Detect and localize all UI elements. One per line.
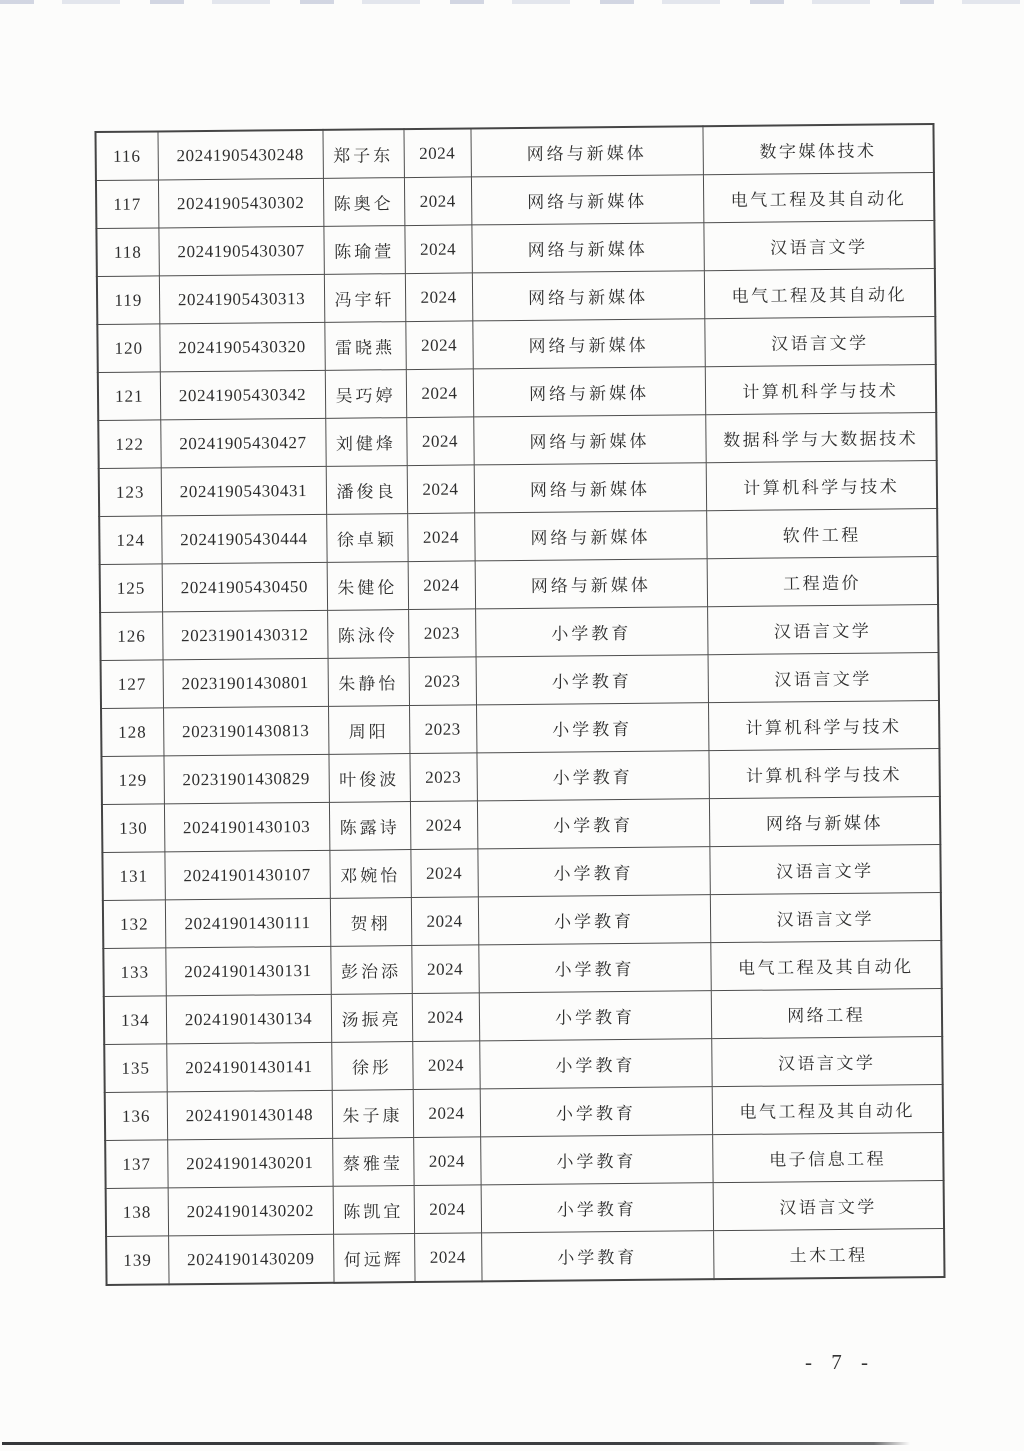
name-cell: 叶俊波	[328, 754, 409, 803]
target-major-cell: 汉语言文学	[713, 1180, 944, 1230]
current-major-cell: 小学教育	[477, 847, 709, 897]
target-major-cell: 软件工程	[706, 508, 937, 558]
student-id-cell: 20241901430103	[164, 802, 329, 852]
index-cell: 125	[100, 564, 162, 613]
year-cell: 2024	[411, 945, 478, 994]
index-cell: 120	[97, 324, 159, 373]
year-cell: 2024	[408, 561, 475, 610]
index-cell: 138	[106, 1188, 168, 1237]
table-row	[106, 1180, 944, 1236]
student-id-cell: 20241905430248	[157, 130, 322, 180]
current-major-cell: 网络与新媒体	[471, 175, 703, 225]
table-row	[97, 316, 935, 372]
name-cell: 潘俊良	[326, 466, 407, 515]
table-row	[104, 1036, 942, 1092]
name-cell: 蔡雅莹	[332, 1138, 413, 1187]
table-row	[97, 268, 935, 324]
name-cell: 何远辉	[333, 1234, 414, 1283]
year-cell: 2024	[406, 369, 473, 418]
current-major-cell: 网络与新媒体	[475, 559, 707, 609]
name-cell: 陈凯宜	[333, 1186, 414, 1235]
name-cell: 汤振亮	[331, 994, 412, 1043]
student-id-cell: 20241901430107	[164, 850, 329, 900]
name-cell: 彭治添	[330, 946, 411, 995]
target-major-cell: 电气工程及其自动化	[704, 268, 935, 318]
name-cell: 冯宇轩	[324, 274, 405, 323]
year-cell: 2024	[406, 417, 473, 466]
index-cell: 124	[99, 516, 161, 565]
current-major-cell: 小学教育	[478, 943, 710, 993]
current-major-cell: 小学教育	[476, 655, 708, 705]
year-cell: 2024	[413, 1089, 480, 1138]
table-row	[100, 556, 938, 612]
name-cell: 陈奥仑	[323, 178, 404, 227]
target-major-cell: 汉语言文学	[707, 604, 938, 654]
name-cell: 朱健伦	[327, 562, 408, 611]
index-cell: 126	[100, 612, 162, 661]
target-major-cell: 汉语言文学	[711, 1036, 942, 1086]
target-major-cell: 电气工程及其自动化	[712, 1084, 943, 1134]
name-cell: 朱静怡	[328, 658, 409, 707]
year-cell: 2024	[404, 177, 471, 226]
current-major-cell: 网络与新媒体	[473, 367, 705, 417]
index-cell: 116	[95, 131, 157, 180]
table-row	[105, 1132, 943, 1188]
target-major-cell: 汉语言文学	[708, 652, 939, 702]
year-cell: 2024	[412, 993, 479, 1042]
student-id-cell: 20241905430427	[160, 418, 325, 468]
current-major-cell: 小学教育	[479, 1039, 711, 1089]
student-id-cell: 20241905430431	[161, 466, 326, 516]
student-id-cell: 20241905430307	[158, 226, 323, 276]
target-major-cell: 电气工程及其自动化	[710, 940, 941, 990]
student-id-cell: 20241905430302	[158, 178, 323, 228]
year-cell: 2023	[409, 705, 476, 754]
target-major-cell: 汉语言文学	[710, 892, 941, 942]
target-major-cell: 电子信息工程	[712, 1132, 943, 1182]
name-cell: 徐卓颖	[326, 514, 407, 563]
student-id-cell: 20241905430313	[159, 274, 324, 324]
index-cell: 117	[96, 180, 158, 229]
student-id-cell: 20231901430813	[163, 706, 328, 756]
table-row	[103, 892, 941, 948]
target-major-cell: 数字媒体技术	[702, 124, 933, 175]
student-id-cell: 20241905430444	[161, 514, 326, 564]
name-cell: 刘健烽	[325, 418, 406, 467]
student-id-cell: 20241901430131	[165, 946, 330, 996]
name-cell: 邓婉怡	[329, 850, 410, 899]
target-major-cell: 汉语言文学	[709, 844, 940, 894]
name-cell: 朱子康	[332, 1090, 413, 1139]
year-cell: 2024	[405, 273, 472, 322]
index-cell: 137	[105, 1140, 167, 1189]
table-row	[96, 221, 934, 277]
table-row	[100, 604, 938, 660]
current-major-cell: 小学教育	[476, 751, 708, 801]
year-cell: 2024	[410, 849, 477, 898]
current-major-cell: 小学教育	[477, 799, 709, 849]
table-row	[101, 652, 939, 708]
target-major-cell: 网络工程	[711, 988, 942, 1038]
current-major-cell: 网络与新媒体	[474, 463, 706, 513]
year-cell: 2023	[408, 609, 475, 658]
table-row	[106, 1228, 944, 1285]
target-major-cell: 网络与新媒体	[709, 796, 940, 846]
current-major-cell: 小学教育	[480, 1135, 712, 1185]
table-row	[95, 124, 933, 181]
student-id-cell: 20231901430312	[162, 610, 327, 660]
year-cell: 2024	[404, 225, 471, 274]
student-id-cell: 20241905430342	[160, 370, 325, 420]
current-major-cell: 小学教育	[476, 703, 708, 753]
index-cell: 128	[101, 708, 163, 757]
student-id-cell: 20241905430450	[162, 562, 327, 612]
target-major-cell: 电气工程及其自动化	[703, 173, 934, 223]
current-major-cell: 网络与新媒体	[471, 223, 703, 273]
name-cell: 雷晓燕	[324, 322, 405, 371]
student-id-cell: 20241905430320	[159, 322, 324, 372]
current-major-cell: 网络与新媒体	[473, 415, 705, 465]
table-row	[101, 700, 939, 756]
index-cell: 118	[96, 228, 158, 277]
year-cell: 2024	[403, 128, 470, 177]
index-cell: 129	[101, 756, 163, 805]
table-row	[98, 412, 936, 468]
target-major-cell: 计算机科学与技术	[705, 364, 936, 414]
year-cell: 2024	[407, 513, 474, 562]
student-id-cell: 20241901430201	[167, 1138, 332, 1188]
table-row	[104, 988, 942, 1044]
current-major-cell: 小学教育	[480, 1087, 712, 1137]
scan-edge-artifact-bottom	[2, 1442, 910, 1445]
year-cell: 2024	[412, 1041, 479, 1090]
table-row	[105, 1084, 943, 1140]
index-cell: 132	[103, 900, 165, 949]
index-cell: 139	[106, 1236, 168, 1285]
index-cell: 136	[105, 1092, 167, 1141]
current-major-cell: 网络与新媒体	[474, 511, 706, 561]
year-cell: 2023	[409, 753, 476, 802]
student-roster-table	[94, 123, 945, 1286]
index-cell: 127	[101, 660, 163, 709]
table-row	[98, 364, 936, 420]
year-cell: 2024	[410, 801, 477, 850]
index-cell: 123	[99, 468, 161, 517]
index-cell: 135	[104, 1044, 166, 1093]
table-row	[99, 460, 937, 516]
student-id-cell: 20241901430148	[167, 1090, 332, 1140]
target-major-cell: 数据科学与大数据技术	[705, 412, 936, 462]
student-id-cell: 20241901430141	[166, 1042, 331, 1092]
current-major-cell: 网络与新媒体	[472, 319, 704, 369]
name-cell: 陈瑜萱	[323, 226, 404, 275]
page-number: - 7 -	[805, 1350, 875, 1374]
name-cell: 周阳	[328, 706, 409, 755]
year-cell: 2024	[407, 465, 474, 514]
table-row	[99, 508, 937, 564]
table-row	[96, 173, 934, 229]
name-cell: 贺栩	[330, 898, 411, 947]
table-row	[103, 940, 941, 996]
student-id-cell: 20231901430829	[163, 754, 328, 804]
index-cell: 133	[103, 948, 165, 997]
table-row	[102, 844, 940, 900]
scan-edge-artifact-top	[0, 0, 1024, 4]
target-major-cell: 汉语言文学	[704, 316, 935, 366]
target-major-cell: 土木工程	[713, 1228, 944, 1279]
index-cell: 130	[102, 804, 164, 853]
name-cell: 郑子东	[322, 129, 403, 178]
index-cell: 131	[102, 852, 164, 901]
student-id-cell: 20241901430202	[168, 1186, 333, 1236]
year-cell: 2023	[409, 657, 476, 706]
table-row	[101, 748, 939, 804]
name-cell: 徐彤	[331, 1042, 412, 1091]
year-cell: 2024	[414, 1233, 481, 1282]
current-major-cell: 小学教育	[479, 991, 711, 1041]
current-major-cell: 小学教育	[478, 895, 710, 945]
current-major-cell: 小学教育	[475, 607, 707, 657]
year-cell: 2024	[413, 1137, 480, 1186]
year-cell: 2024	[405, 321, 472, 370]
index-cell: 119	[97, 276, 159, 325]
current-major-cell: 网络与新媒体	[470, 126, 702, 177]
target-major-cell: 计算机科学与技术	[706, 460, 937, 510]
current-major-cell: 小学教育	[481, 1231, 713, 1282]
name-cell: 陈泳伶	[327, 610, 408, 659]
index-cell: 134	[104, 996, 166, 1045]
student-id-cell: 20231901430801	[163, 658, 328, 708]
year-cell: 2024	[411, 897, 478, 946]
student-id-cell: 20241901430134	[166, 994, 331, 1044]
current-major-cell: 网络与新媒体	[472, 271, 704, 321]
current-major-cell: 小学教育	[481, 1183, 713, 1233]
index-cell: 122	[98, 420, 160, 469]
target-major-cell: 工程造价	[707, 556, 938, 606]
target-major-cell: 汉语言文学	[703, 221, 934, 271]
target-major-cell: 计算机科学与技术	[708, 700, 939, 750]
student-id-cell: 20241901430209	[168, 1234, 333, 1284]
name-cell: 吴巧婷	[325, 370, 406, 419]
student-id-cell: 20241901430111	[165, 898, 330, 948]
table-row	[102, 796, 940, 852]
name-cell: 陈露诗	[329, 802, 410, 851]
year-cell: 2024	[414, 1185, 481, 1234]
index-cell: 121	[98, 372, 160, 421]
target-major-cell: 计算机科学与技术	[708, 748, 939, 798]
